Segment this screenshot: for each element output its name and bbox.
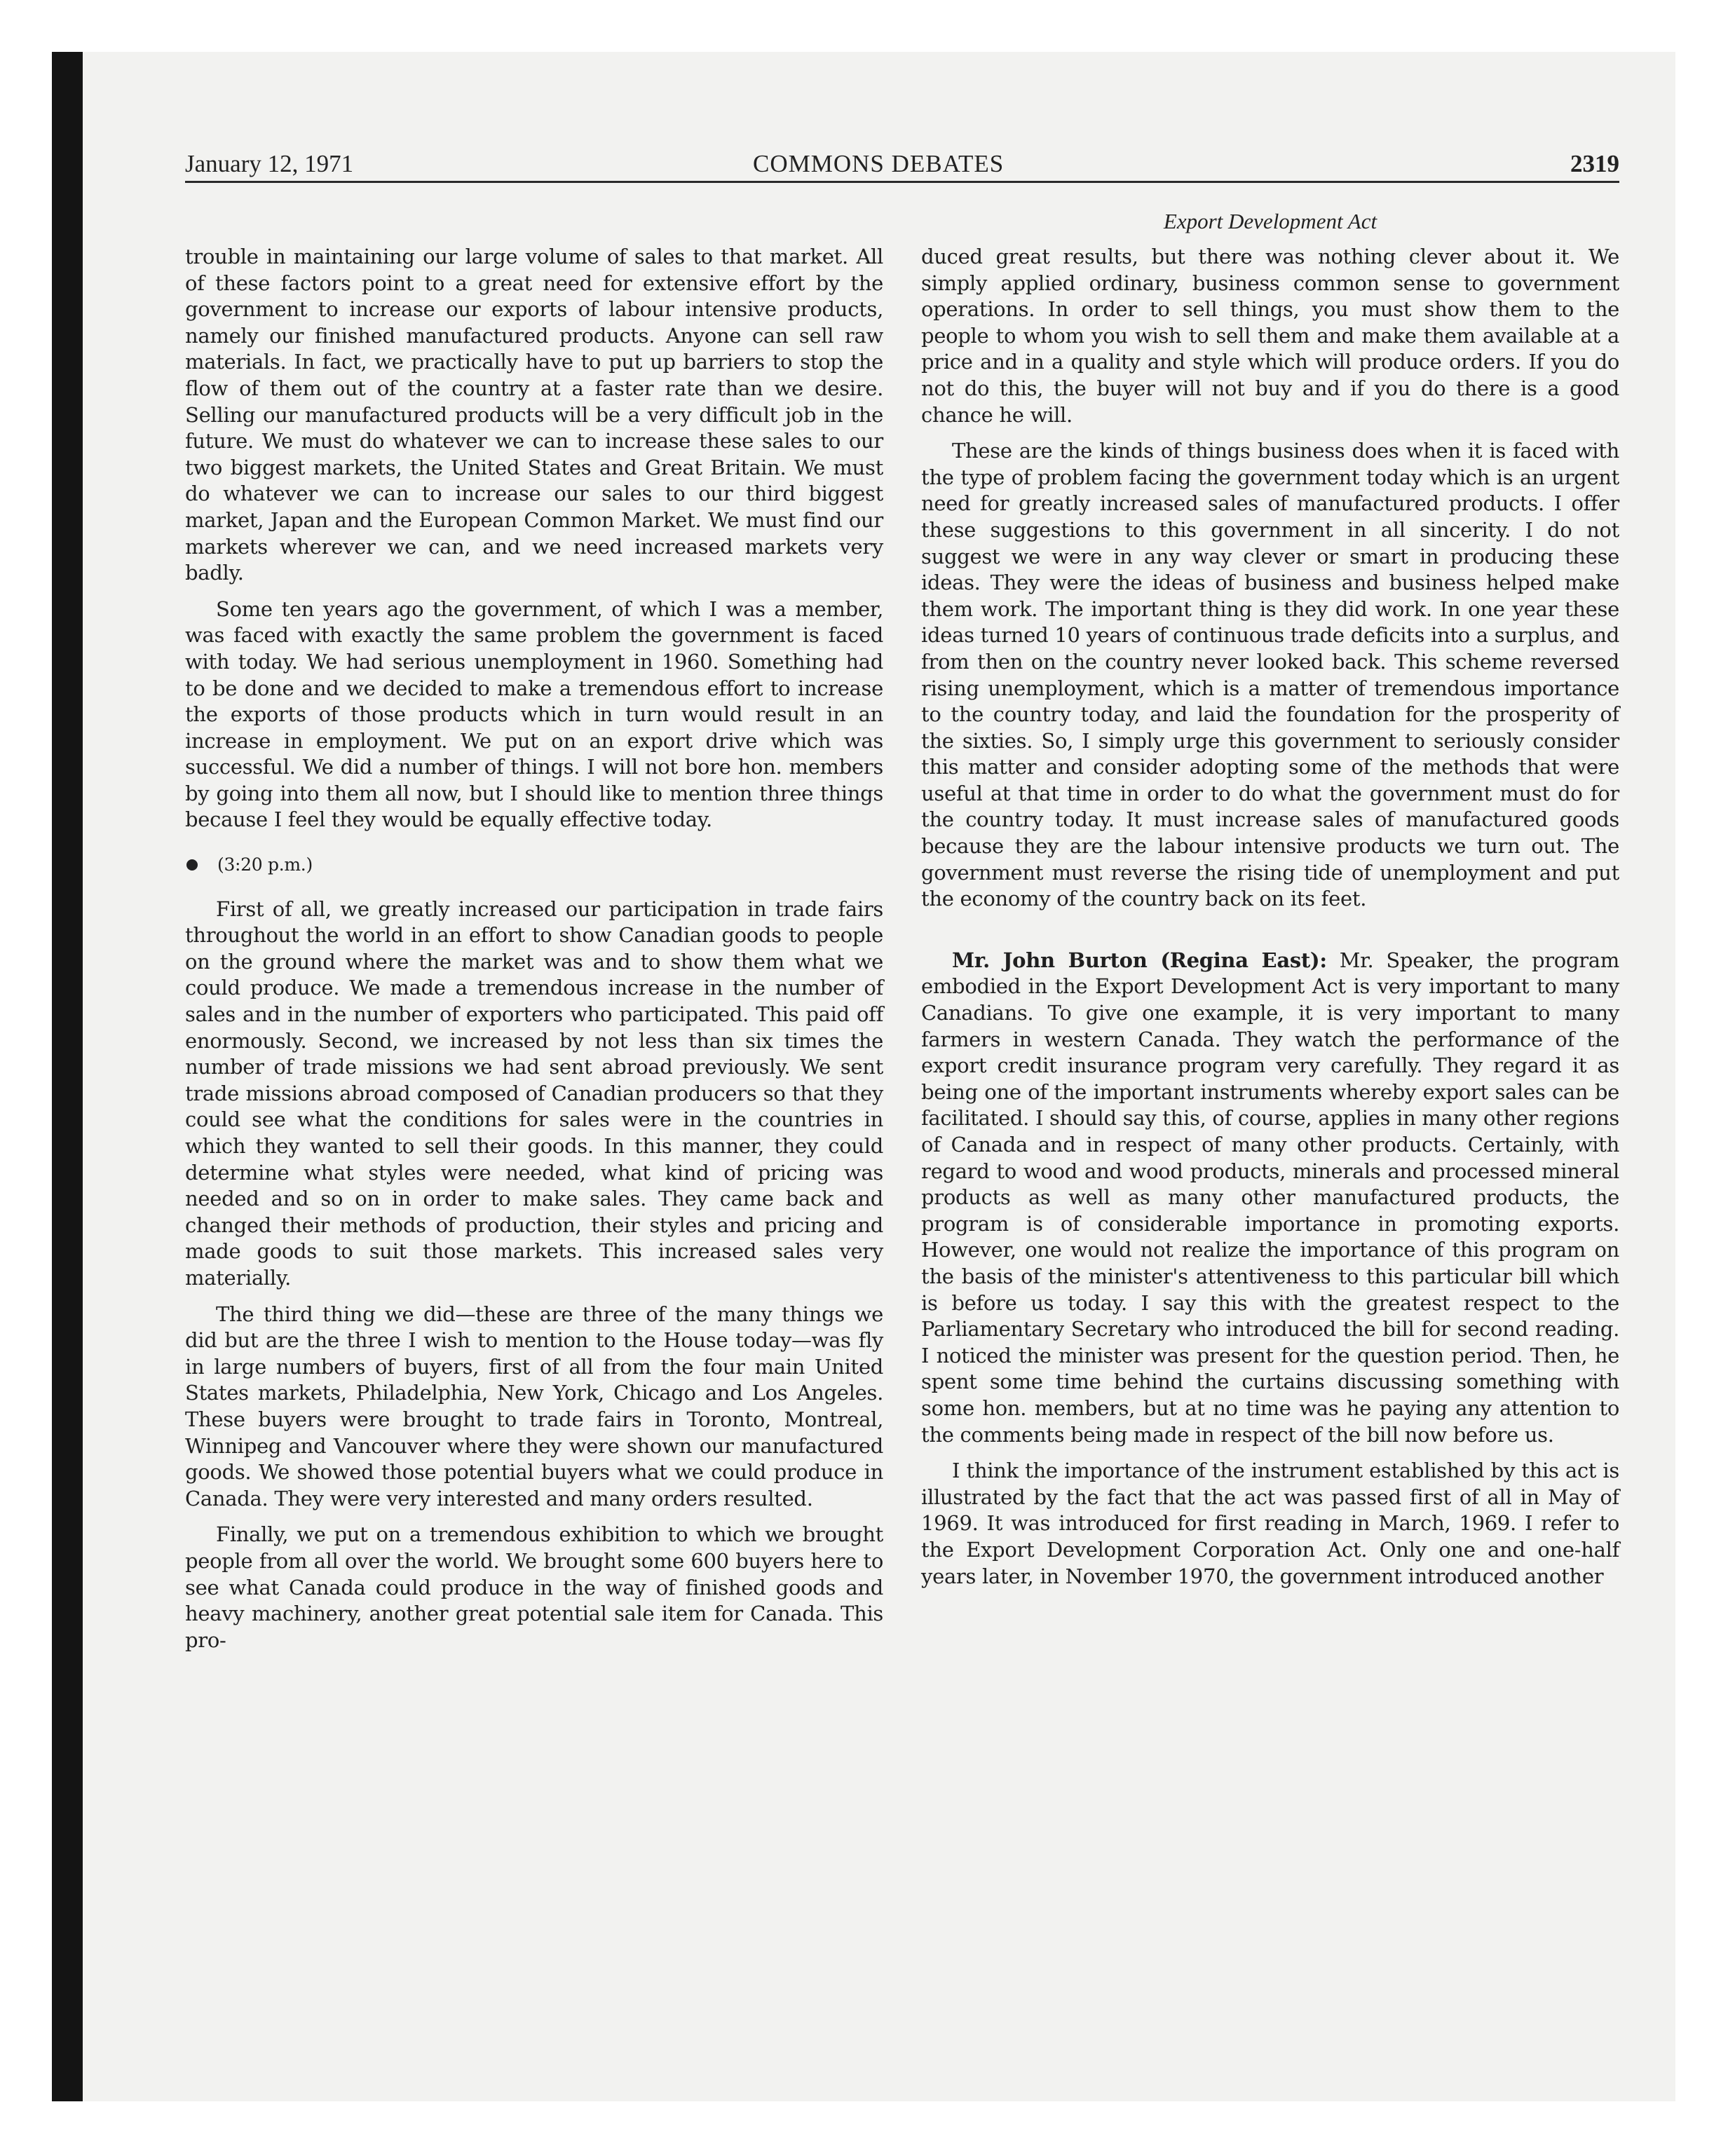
paragraph: These are the kinds of things business does when it is faced with the type of problem facing the government today which is an urgent need for greatly increased sales of manufactured products. I offer these suggestions to this government in all sincerity. I do not suggest we were in any way clever or smart in producing these ideas. They were the ideas of business and business helped make them work. The important thing is they did work. In one year these ideas turned 10 years of continuous trade deficits into a surplus, and from then on the country never looked back. This scheme reversed rising unemployment, which is a matter of tremendous importance to the country today, and laid the foundation for the prosperity of the sixties. So, I simply urge this government to seriously consider this matter and consider adopting some of the methods that were useful at that time in order to do what the government must do for the country today. It must increase sales of manufactured goods because they are the labour intensive products we turn out. The government must reverse the rising tide of unemployment and put the economy of the country back on its feet.: [921, 439, 1619, 911]
section-subtitle: Export Development Act: [1163, 209, 1377, 233]
binding-edge: [52, 52, 83, 2101]
page-header: [185, 150, 1619, 184]
paragraph: First of all, we greatly increased our participation in trade fairs throughout the world in an effort to show Canadian goods to people on the ground where the market was and to show them what we could produce. We made a tremendous increase in the number of sales and in the number of exporters who participated. This paid off enormously. Second, we increased by not less than six times the number of trade missions we had sent abroad previously. We sent trade missions abroad composed of Canadian producers so that they could see what the conditions for sales were in the countries in which they wanted to sell their goods. In this manner, they could determine what styles were needed, what kind of pricing was needed and so on in order to make sales. They came back and changed their methods of production, their styles and pricing and made goods to suit those markets. This increased sales very materially.: [185, 896, 883, 1290]
paragraph: Some ten years ago the government, of which I was a member, was faced with exactly the same problem the government is faced with today. We had serious unemployment in 1960. Something had to be done and we decided to make a tremendous effort to increase the exports of those products which in turn would result in an increase in employment. We put on an export drive which was successful. We did a number of things. I will not bore hon. members by going into them all now, but I should like to mention three things because I feel they would be equally effective today.: [185, 596, 883, 832]
speaker-name: Mr. John Burton (Regina East):: [952, 948, 1327, 972]
right-column: [921, 244, 1619, 1590]
paragraph: duced great results, but there was nothing clever about it. We simply applied ordinary, business common sense to government operations. In order to sell things, you must show them to the people to whom you wish to sell them and make them available at a price and in a quality and style which will produce orders. If you do not do this, the buyer will not buy and if you do there is a good chance he will.: [921, 245, 1619, 427]
paragraph: I think the importance of the instrument established by this act is illustrated by the fact that the act was passed first of all in May of 1969. It was introduced for first reading in March, 1969. I refer to the Export Development Corporation Act. Only one and one-half years later, in November 1970, the government introduced another: [921, 1459, 1619, 1588]
header-date: January 12, 1971: [185, 150, 354, 177]
left-column: [185, 244, 883, 1653]
speech-paragraph: [921, 948, 1619, 1448]
paragraph: The third thing we did—these are three of the many things we did but are the three I wish to mention to the House today—was fly in large numbers of buyers, first of all from the four main United States markets, Philadelphia, New York, Chicago and Los Angeles. These buyers were brought to trade fairs in Toronto, Montreal, Winnipeg and Vancouver where they were shown our manufactured goods. We showed those potential buyers what we could produce in Canada. They were very interested and many orders resulted.: [185, 1302, 883, 1510]
speech-text: Mr. Speaker, the program embodied in the Export Development Act is very important to many Canadians. To give one example, it is very important to many farmers in western Canada. They watch the performance of the export credit insurance program very carefully. They regard it as being one of the important instruments whereby export sales can be facilitated. I should say this, of course, applies in many other regions of Canada and in respect of many other products. Certainly, with regard to wood and wood products, minerals and processed mineral products as well as many other manufactured products, the program is of considerable importance in promoting exports. However, one would not realize the importance of this program on the basis of the minister's attentiveness to this particular bill which is before us today. I say this with the greatest respect to the Parliamentary Secretary who introduced the bill for second reading. I noticed the minister was present for the question period. Then, he spent some time behind the curtains discussing something with some hon. members, but at no time was he paying any attention to the comments being made in respect of the bill now before us.: [921, 948, 1619, 1447]
header-rule: [185, 181, 1619, 183]
timestamp-text: (3:20 p.m.): [217, 854, 313, 875]
header-title: COMMONS DEBATES: [753, 150, 1005, 177]
bullet-icon: [186, 859, 198, 871]
page-number: 2319: [1570, 150, 1619, 177]
paragraph: Finally, we put on a tremendous exhibition to which we brought people from all over the world. We brought some 600 buyers here to see what Canada could produce in the way of finished goods and heavy machinery, another great potential sale item for Canada. This pro-: [185, 1522, 883, 1652]
timestamp: [185, 852, 883, 878]
paragraph: trouble in maintaining our large volume of sales to that market. All of these factors point to a great need for extensive effort by the government to increase our exports of labour intensive products, namely our finished manufactured products. Anyone can sell raw materials. In fact, we practically have to put up barriers to stop the flow of them out of the country at a faster rate than we desire. Selling our manufactured products will be a very difficult job in the future. We must do whatever we can to increase these sales to our two biggest markets, the United States and Great Britain. We must do whatever we can to increase our sales to our third biggest market, Japan and the European Common Market. We must find our markets wherever we can, and we need increased markets very badly.: [185, 245, 883, 585]
